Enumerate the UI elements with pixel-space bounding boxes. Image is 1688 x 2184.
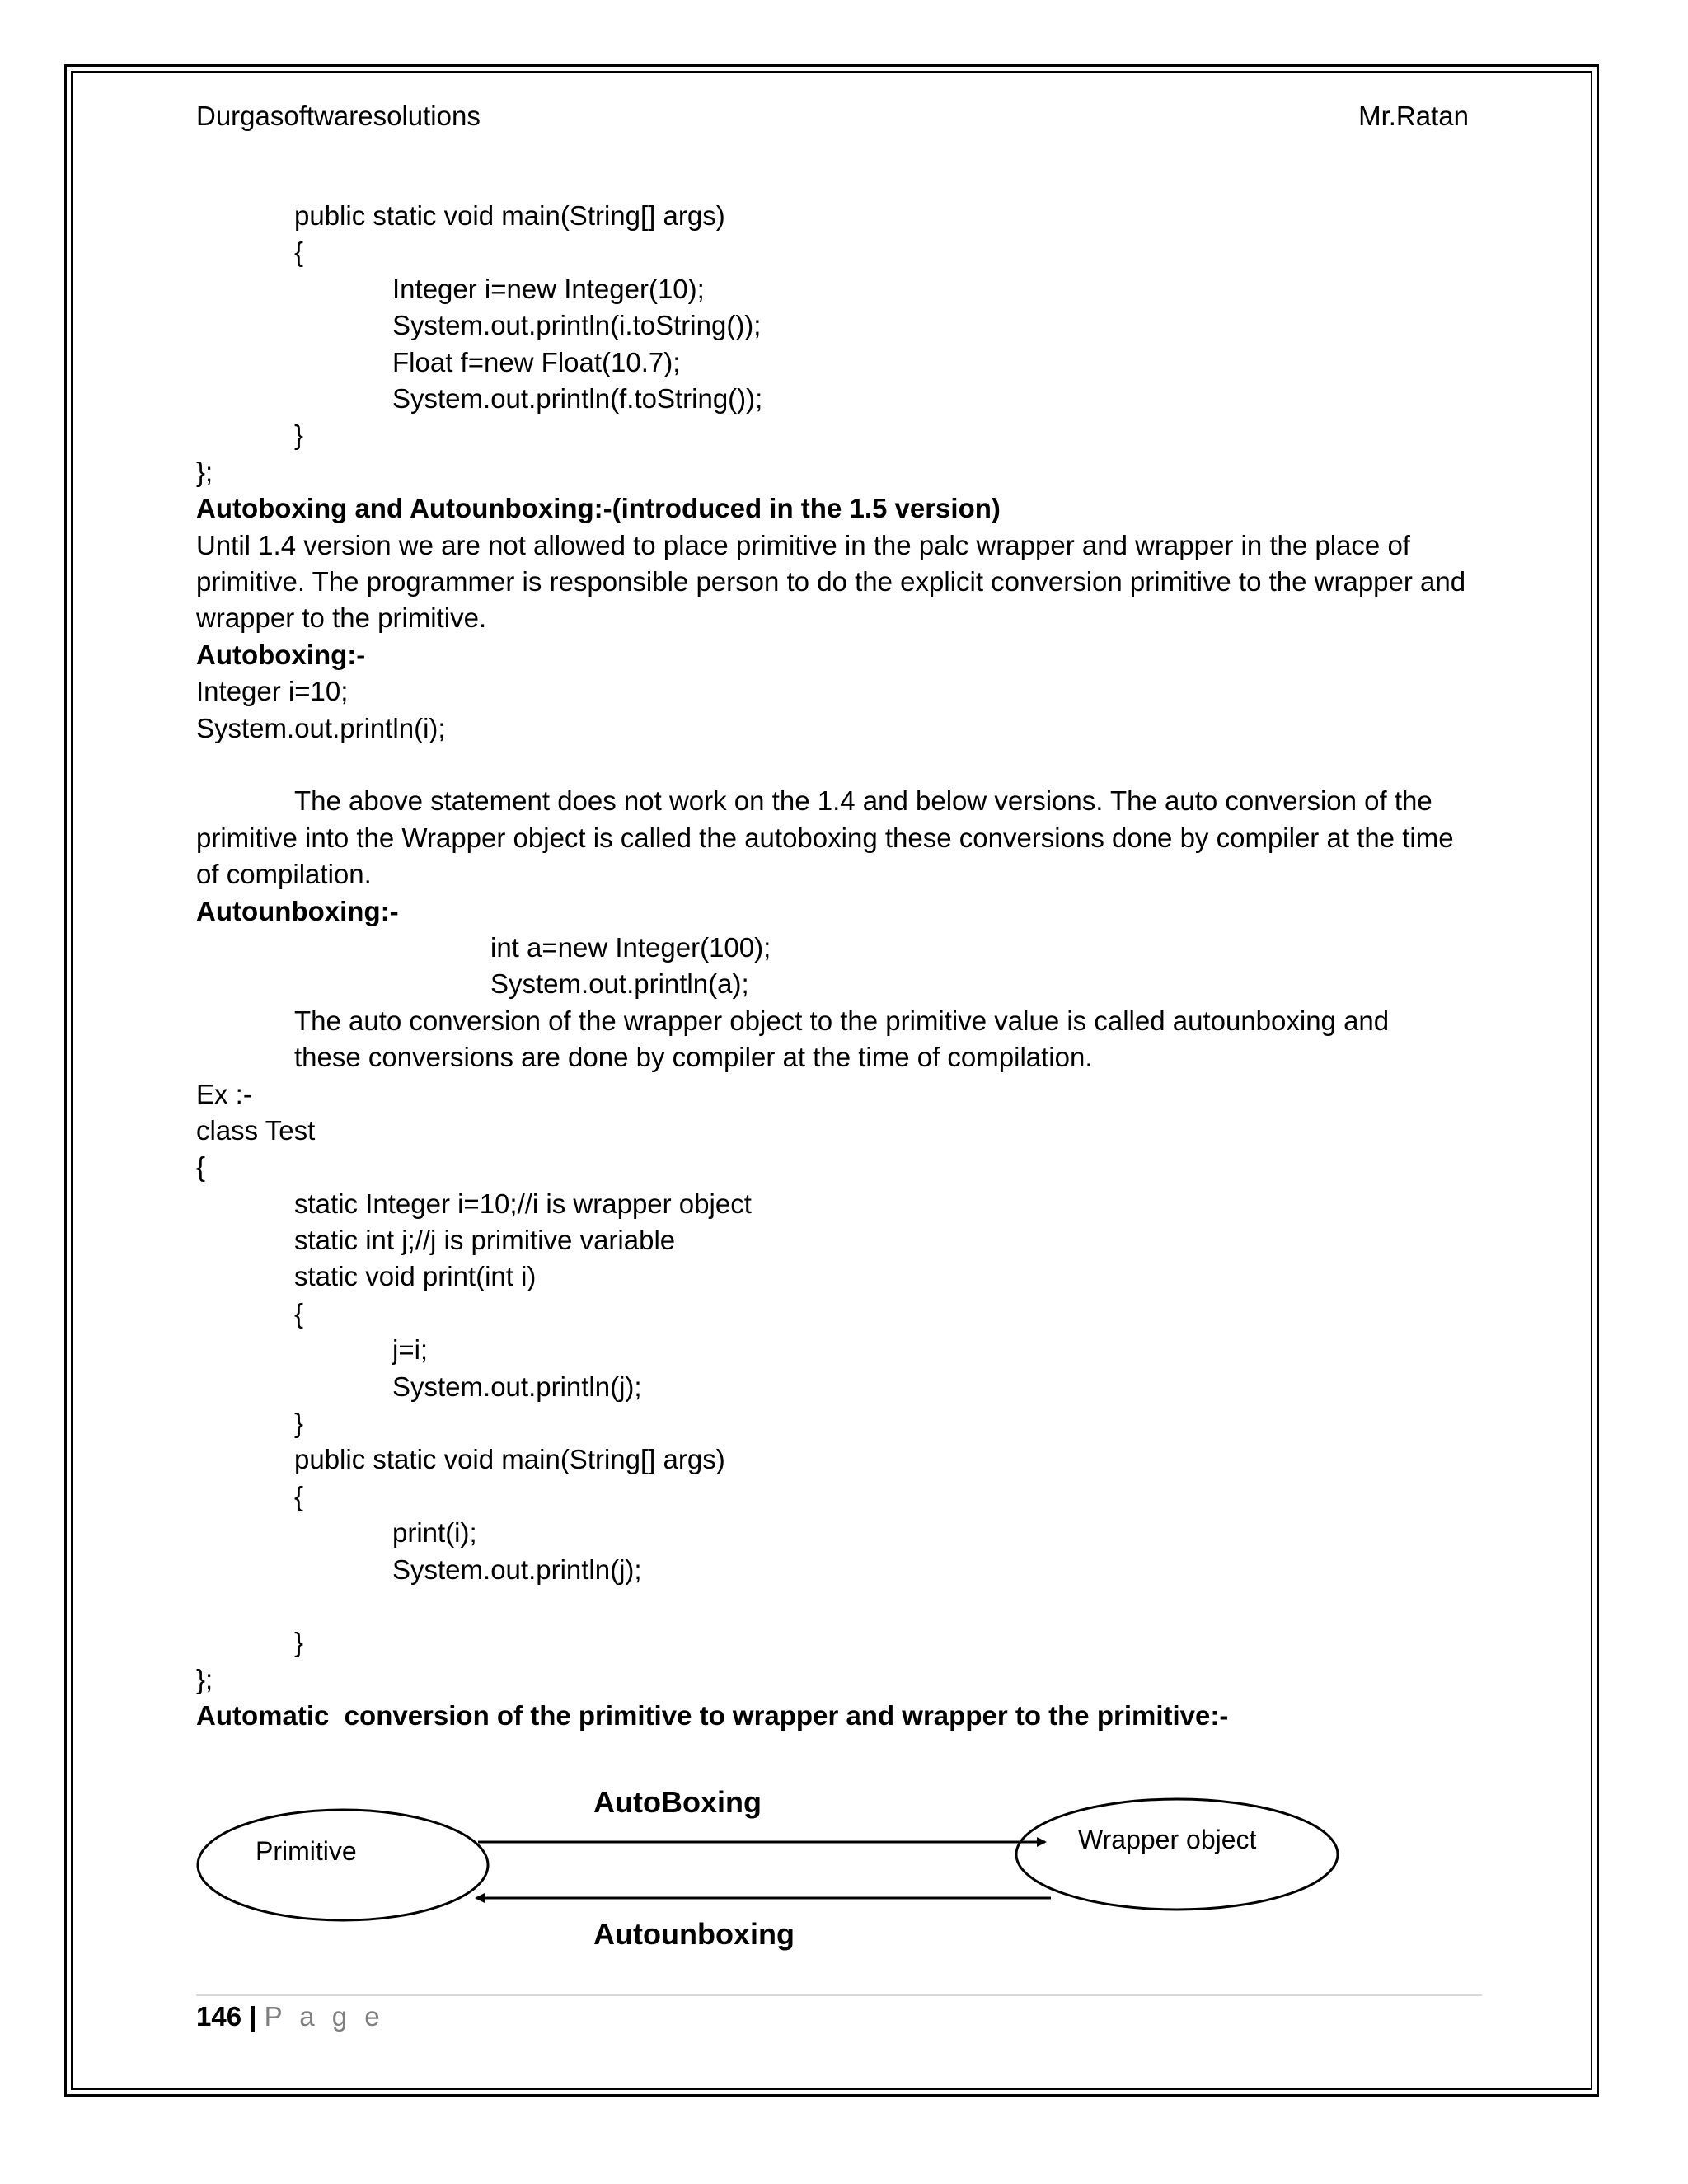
code-line: }: [294, 1627, 304, 1658]
primitive-node-label: Primitive: [256, 1836, 357, 1866]
blank-line: [196, 747, 1482, 783]
code-line: static void print(int i): [294, 1261, 537, 1292]
section-title: Autoboxing and Autounboxing:-(introduced in the 1.5 version): [196, 493, 1001, 524]
code-line: System.out.println(i);: [196, 712, 446, 743]
header-left: Durgasoftwaresolutions: [196, 101, 481, 131]
page-label: P a g e: [264, 2001, 385, 2032]
document-body: [196, 198, 1482, 1735]
code-line: Float f=new Float(10.7);: [392, 346, 681, 377]
code-line: System.out.println(j);: [392, 1371, 642, 1402]
code-line: }: [294, 1408, 304, 1439]
autounboxing-paragraph: The auto conversion of the wrapper object to the primitive value is called autounboxing and these conversions are done by compiler at the time of compilation.: [294, 1005, 1390, 1073]
code-line: };: [196, 1663, 213, 1694]
example-label: Ex :-: [196, 1078, 252, 1109]
code-line: int a=new Integer(100);: [490, 931, 771, 963]
code-line: j=i;: [392, 1334, 429, 1366]
code-line: System.out.println(j);: [392, 1554, 642, 1585]
footer-divider: [196, 1994, 1482, 1996]
code-line: System.out.println(f.toString());: [392, 382, 763, 414]
page-number: 146: [196, 2001, 242, 2032]
autounboxing-heading: Autounboxing:-: [196, 895, 399, 926]
footer-separator: |: [249, 2001, 257, 2032]
code-line: {: [294, 1480, 304, 1511]
autoboxing-label: AutoBoxing: [593, 1785, 762, 1819]
code-line: System.out.println(i.toString());: [392, 310, 762, 341]
blank-line: [196, 1588, 1482, 1624]
conversion-title: Automatic conversion of the primitive to wrapper and wrapper to the primitive:-: [196, 1700, 1229, 1732]
code-line: };: [196, 456, 213, 487]
code-line: }: [294, 419, 304, 451]
page-footer: [196, 2001, 385, 2032]
code-line: class Test: [196, 1114, 316, 1146]
code-line: Integer i=new Integer(10);: [392, 273, 705, 304]
code-line: public static void main(String[] args): [294, 1444, 725, 1475]
code-line: System.out.println(a);: [490, 968, 749, 1000]
code-line: {: [294, 237, 304, 268]
code-line: print(i);: [392, 1517, 477, 1549]
header-right: Mr.Ratan: [1358, 101, 1469, 131]
autoboxing-heading: Autoboxing:-: [196, 639, 366, 670]
code-line: static Integer i=10;//i is wrapper object: [294, 1188, 752, 1219]
wrapper-object-node-label: Wrapper object: [1078, 1825, 1257, 1854]
code-line: Integer i=10;: [196, 676, 349, 707]
code-line: public static void main(String[] args): [294, 200, 725, 231]
code-line: {: [294, 1297, 304, 1329]
autounboxing-label: Autounboxing: [593, 1917, 795, 1951]
code-line: {: [196, 1151, 206, 1183]
autoboxing-paragraph: The above statement does not work on the 1.4 and below versions. The auto conversion of the primitive into the Wrapper object is called the autoboxing these conversions done by compiler at the time of compilation.: [196, 785, 1454, 890]
code-line: static int j;//j is primitive variable: [294, 1225, 676, 1256]
intro-paragraph: Until 1.4 version we are not allowed to place primitive in the palc wrapper and wrapper in the place of primitive. The programmer is responsible person to do the explicit conversion primitive to the wrapper and wrapper to the primitive.: [196, 529, 1466, 634]
